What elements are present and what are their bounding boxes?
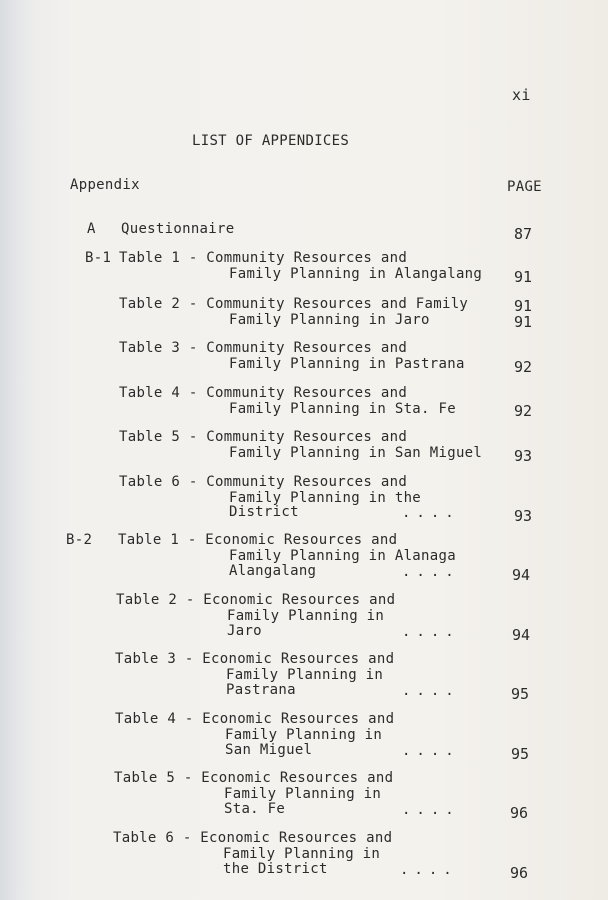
entry-line: Table 6 - Economic Resources and (113, 830, 393, 846)
entry-line: Table 1 - Economic Resources and (118, 532, 398, 548)
entry-page: 95 (511, 745, 530, 763)
entry-page: 93 (514, 447, 533, 465)
entry-line: Family Planning in Alanaga (229, 548, 456, 564)
entry-line: Family Planning in Sta. Fe (229, 401, 456, 417)
entry-page: 87 (514, 225, 533, 243)
entry-line: Table 2 - Community Resources and Family (119, 296, 469, 312)
entry-page: 93 (514, 507, 533, 525)
column-heading-appendix: Appendix (70, 177, 140, 193)
leader-dots: .... (402, 564, 460, 580)
leader-dots: .... (402, 624, 460, 640)
entry-page-duplicate: 91 (514, 313, 533, 331)
entry-page: 94 (512, 626, 531, 644)
entry-line: Table 4 - Economic Resources and (115, 711, 395, 727)
entry-line: Table 1 - Community Resources and (119, 250, 408, 266)
entry-line: Family Planning in (226, 667, 384, 683)
leader-dots: .... (402, 743, 460, 759)
entry-line: Table 5 - Community Resources and (119, 429, 408, 445)
entry-page: 94 (512, 566, 531, 584)
entry-line: Table 5 - Economic Resources and (114, 770, 394, 786)
entry-line: Alangalang (229, 563, 317, 579)
entry-line: Family Planning in Alangalang (229, 266, 483, 282)
entry-line: Pastrana (226, 682, 296, 698)
leader-dots: .... (402, 505, 460, 521)
entry-page: 96 (510, 864, 529, 882)
leader-dots: .... (402, 802, 460, 818)
entry-label: A (87, 221, 96, 237)
entry-line: Table 3 - Economic Resources and (115, 651, 395, 667)
entry-page: 92 (514, 402, 533, 420)
entry-line: Jaro (227, 623, 262, 639)
entry-page: 95 (511, 685, 530, 703)
entry-page: 91 (514, 297, 533, 315)
entry-line: Table 4 - Community Resources and (119, 385, 408, 401)
entry-line: Family Planning in (224, 786, 382, 802)
entry-line: Table 6 - Community Resources and (119, 474, 408, 490)
leader-dots: .... (400, 862, 458, 878)
entry-line: Table 2 - Economic Resources and (116, 592, 396, 608)
entry-line: Family Planning in Jaro (229, 312, 430, 328)
page-number: xi (512, 86, 531, 104)
entry-line: Family Planning in (227, 608, 385, 624)
entry-line: the District (223, 861, 328, 877)
entry-page: 92 (514, 358, 533, 376)
entry-line: Family Planning in the (229, 490, 422, 506)
entry-page: 91 (514, 268, 533, 286)
binding-shadow (0, 0, 34, 900)
entry-line: Family Planning in (225, 727, 383, 743)
entry-label: B-2 (66, 532, 93, 548)
column-heading-page: PAGE (507, 179, 542, 195)
entry-line: Table 3 - Community Resources and (119, 340, 408, 356)
entry-line: Family Planning in (223, 846, 381, 862)
entry-label: B-1 (85, 250, 112, 266)
page-title: LIST OF APPENDICES (192, 133, 350, 149)
entry-page: 96 (510, 804, 529, 822)
entry-line: Family Planning in San Miguel (229, 445, 483, 461)
entry-line: San Miguel (225, 742, 313, 758)
leader-dots: .... (402, 683, 460, 699)
entry-line: Questionnaire (121, 221, 235, 237)
entry-line: Family Planning in Pastrana (229, 356, 465, 372)
entry-line: Sta. Fe (224, 801, 286, 817)
entry-line: District (229, 504, 299, 520)
